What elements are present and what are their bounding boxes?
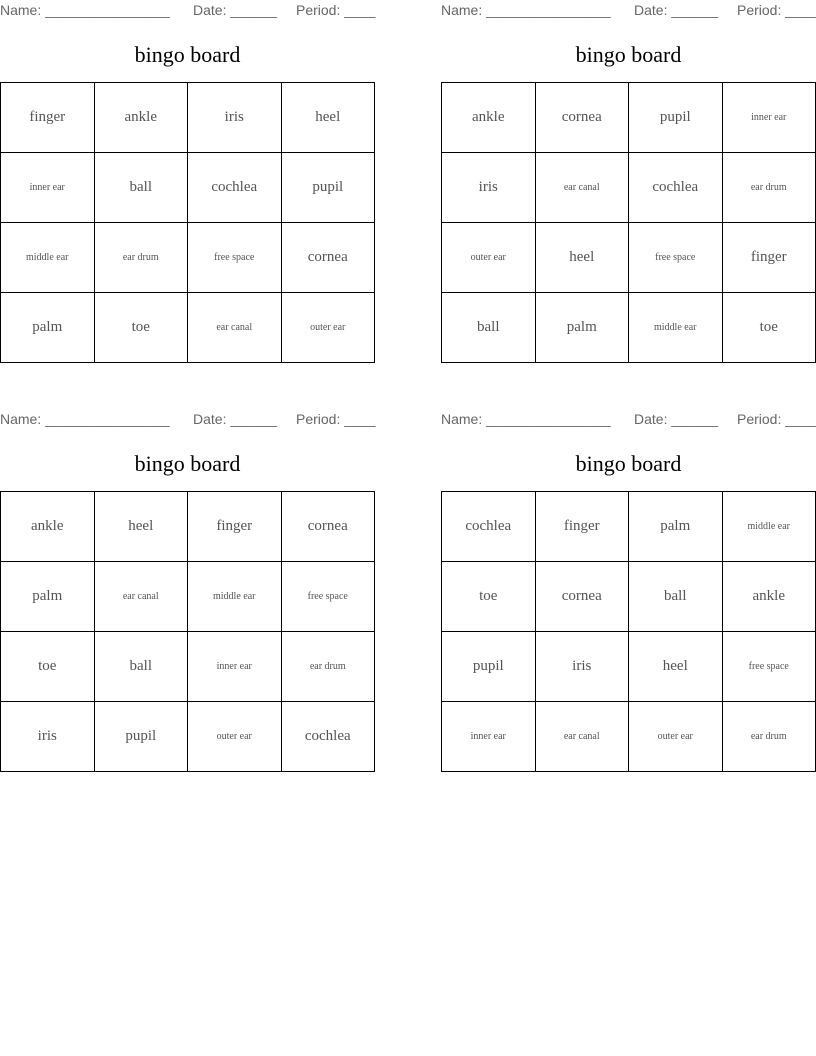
bingo-cell: ear canal [188, 293, 282, 363]
bingo-cell: cornea [282, 492, 376, 562]
bingo-cell: inner ear [442, 702, 536, 772]
bingo-cell: cornea [536, 83, 630, 153]
bingo-cell: ear canal [536, 702, 630, 772]
name-field-label: Name: ________________ [441, 411, 611, 427]
bingo-cell: cornea [282, 223, 376, 293]
bingo-cell: finger [723, 223, 816, 293]
bingo-cell: ear drum [95, 223, 189, 293]
bingo-cell: palm [629, 492, 723, 562]
name-field-label: Name: ________________ [441, 2, 611, 18]
student-info-header [0, 0, 375, 20]
bingo-cell: toe [723, 293, 816, 363]
bingo-cell: ear canal [536, 153, 630, 223]
bingo-cell: ankle [442, 83, 536, 153]
bingo-cell: palm [1, 562, 95, 632]
bingo-cell: ankle [723, 562, 816, 632]
card-title: bingo board [575, 42, 682, 67]
bingo-cell: iris [536, 632, 630, 702]
bingo-cell: ball [629, 562, 723, 632]
student-info-header [441, 0, 816, 20]
student-info-header [0, 409, 375, 429]
bingo-cell: outer ear [629, 702, 723, 772]
bingo-cell: iris [188, 83, 282, 153]
bingo-cell: toe [442, 562, 536, 632]
bingo-cell: ear drum [723, 153, 816, 223]
bingo-cell: palm [536, 293, 630, 363]
bingo-cell: ear drum [282, 632, 376, 702]
bingo-cell: heel [536, 223, 630, 293]
bingo-grid [0, 82, 375, 363]
bingo-cell: toe [1, 632, 95, 702]
card-title: bingo board [575, 451, 682, 476]
bingo-cell: outer ear [188, 702, 282, 772]
bingo-cell: cochlea [282, 702, 376, 772]
card-title: bingo board [134, 42, 241, 67]
bingo-grid [441, 82, 816, 363]
date-field-label: Date: ______ [634, 2, 719, 18]
bingo-cell: inner ear [188, 632, 282, 702]
bingo-cell: pupil [95, 702, 189, 772]
bingo-cell: middle ear [188, 562, 282, 632]
bingo-cell: free space [188, 223, 282, 293]
bingo-cell: cochlea [629, 153, 723, 223]
bingo-cell: ankle [1, 492, 95, 562]
bingo-cell: pupil [282, 153, 376, 223]
student-info-header [441, 409, 816, 429]
bingo-cell: palm [1, 293, 95, 363]
bingo-cell: free space [629, 223, 723, 293]
name-field-label: Name: ________________ [0, 2, 170, 18]
date-field-label: Date: ______ [634, 411, 719, 427]
period-field-label: Period: ____ [296, 411, 376, 427]
bingo-cell: iris [1, 702, 95, 772]
bingo-cell: outer ear [282, 293, 376, 363]
bingo-cell: free space [723, 632, 816, 702]
bingo-grid [0, 491, 375, 772]
bingo-cell: finger [1, 83, 95, 153]
bingo-cell: free space [282, 562, 376, 632]
date-field-label: Date: ______ [193, 411, 278, 427]
bingo-cell: ball [95, 632, 189, 702]
bingo-cell: inner ear [723, 83, 816, 153]
period-field-label: Period: ____ [737, 411, 816, 427]
bingo-cell: middle ear [629, 293, 723, 363]
bingo-cell: ball [442, 293, 536, 363]
bingo-grid [441, 491, 816, 772]
bingo-cell: finger [188, 492, 282, 562]
name-field-label: Name: ________________ [0, 411, 170, 427]
card-title: bingo board [134, 451, 241, 476]
bingo-cell: heel [282, 83, 376, 153]
bingo-cell: heel [629, 632, 723, 702]
bingo-cell: cornea [536, 562, 630, 632]
bingo-cell: cochlea [188, 153, 282, 223]
bingo-cell: inner ear [1, 153, 95, 223]
bingo-cell: heel [95, 492, 189, 562]
bingo-cell: pupil [442, 632, 536, 702]
period-field-label: Period: ____ [296, 2, 376, 18]
bingo-cell: iris [442, 153, 536, 223]
bingo-cell: ankle [95, 83, 189, 153]
bingo-cell: outer ear [442, 223, 536, 293]
bingo-cell: middle ear [1, 223, 95, 293]
period-field-label: Period: ____ [737, 2, 816, 18]
bingo-cell: ball [95, 153, 189, 223]
bingo-cell: cochlea [442, 492, 536, 562]
date-field-label: Date: ______ [193, 2, 278, 18]
bingo-cell: middle ear [723, 492, 816, 562]
bingo-cell: toe [95, 293, 189, 363]
bingo-cell: pupil [629, 83, 723, 153]
bingo-cell: finger [536, 492, 630, 562]
bingo-cell: ear canal [95, 562, 189, 632]
bingo-cell: ear drum [723, 702, 816, 772]
